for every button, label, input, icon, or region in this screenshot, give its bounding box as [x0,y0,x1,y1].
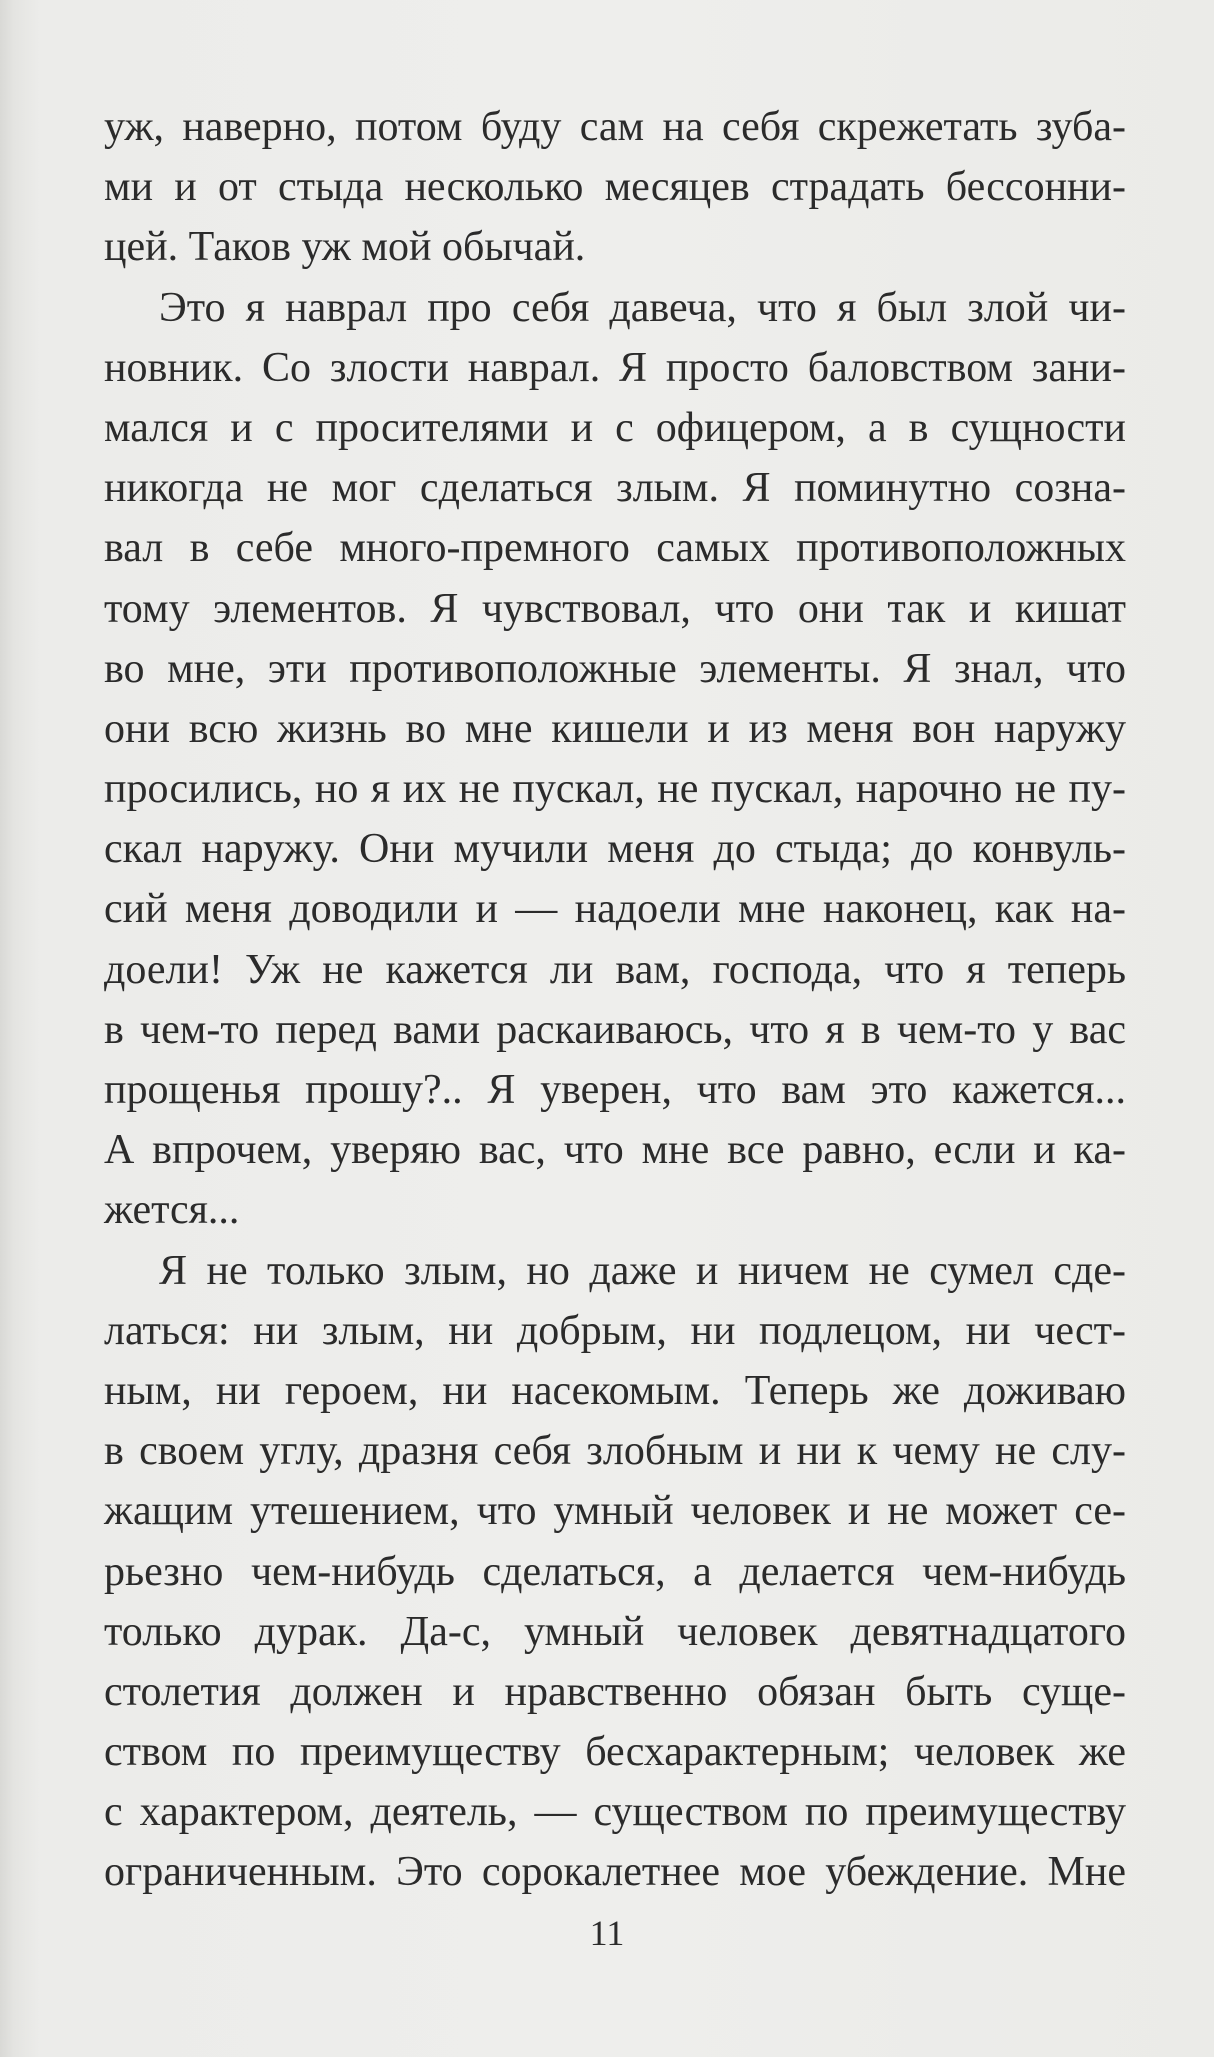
text-line: ограниченным. Это сорокалетнее мое убеждение. Мне [104,1849,1126,1896]
text-line: доели! Уж не кажется ли вам, господа, что я теперь [104,946,1126,993]
text-line: латься: ни злым, ни добрым, ни подлецом, ни чест- [104,1307,1126,1354]
text-line: уж, наверно, потом буду сам на себя скрежетать зуба- [104,104,1126,150]
text-line: прощенья прошу?.. Я уверен, что вам это кажется... [104,1067,1126,1113]
page-number: 11 [589,1913,625,1953]
text-line: в своем углу, дразня себя злобным и ни к чему не слу- [104,1428,1126,1475]
text-line: столетия должен и нравственно обязан быть суще- [104,1668,1126,1715]
text-line: жащим утешением, что умный человек и не может се- [104,1488,1126,1535]
text-line: Я не только злым, но даже и ничем не сумел сде- [159,1247,1126,1294]
text-line: в чем-то перед вами раскаиваюсь, что я в чем-то у вас [104,1006,1126,1053]
text-line: А впрочем, уверяю вас, что мне все равно, если и ка- [104,1127,1126,1174]
text-line: жется... [104,1187,240,1234]
text-line: тому элементов. Я чувствовал, что они так и кишат [104,585,1126,632]
text-line: рьезно чем-нибудь сделаться, а делается чем-нибудь [104,1548,1126,1595]
text-line: цей. Таков уж мой обычай. [104,224,586,271]
text-line: сий меня доводили и — надоели мне наконец, как на- [104,886,1126,933]
text-line: с характером, деятель, — существом по преимуществу [104,1789,1126,1836]
text-line: мался и с просителями и с офицером, а в сущности [104,404,1126,451]
text-line: ным, ни героем, ни насекомым. Теперь же доживаю [104,1367,1126,1414]
page-body-text [104,97,1126,1903]
text-line: просились, но я их не пускал, не пускал, нарочно не пу- [104,766,1126,813]
text-line: ми и от стыда несколько месяцев страдать бессонни- [104,164,1126,211]
text-line: новник. Со злости наврал. Я просто баловством зани- [104,344,1126,391]
text-line: Это я наврал про себя давеча, что я был злой чи- [159,284,1126,331]
text-line: ством по преимуществу бесхарактерным; человек же [104,1729,1126,1776]
text-line: они всю жизнь во мне кишели и из меня вон наружу [104,705,1126,752]
text-line: никогда не мог сделаться злым. Я поминутно созна- [104,465,1126,512]
text-line: вал в себе много-премного самых противоположных [104,525,1126,572]
text-line: только дурак. Да-с, умный человек девятнадцатого [104,1608,1126,1655]
text-line: скал наружу. Они мучили меня до стыда; до конвуль- [104,826,1126,873]
text-line: во мне, эти противоположные элементы. Я знал, что [104,645,1126,692]
